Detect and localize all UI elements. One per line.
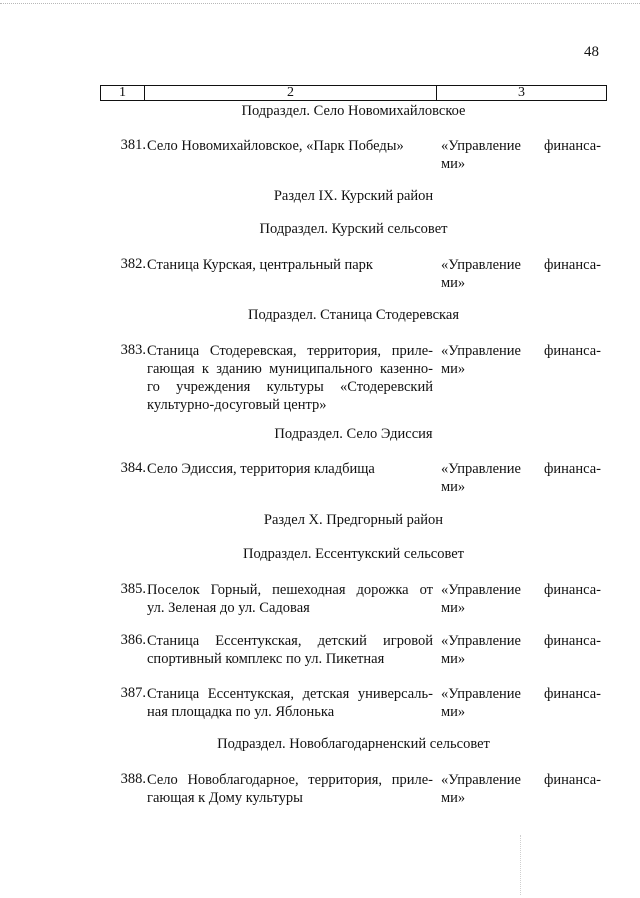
row-description [147,256,433,274]
row-number: 385. [120,581,146,597]
row-number: 386. [120,632,146,648]
organization-line: «Управление финанса- [441,461,601,477]
column-header-1: 1 [119,85,126,100]
organization-line: ми» [441,156,466,172]
organization-line: «Управление финанса- [441,633,601,649]
description-line: Село Новомихайловское, «Парк Победы» [147,138,404,154]
subsection-heading: Подраздел. Станица Стодеревская [248,307,459,323]
table-header-row [100,85,607,101]
description-line: ул. Зеленая до ул. Садовая [147,600,310,616]
description-line: Станица Ессентукская, детская универсаль- [147,686,433,702]
row-number: 383. [120,342,146,358]
row-number: 382. [120,256,146,272]
row-organization [441,342,601,378]
description-line: Село Эдиссия, территория кладбища [147,461,375,477]
section-heading: Раздел X. Предгорный район [263,512,444,528]
row-number: 387. [120,685,146,701]
organization-line: ми» [441,479,466,495]
row-number: 381. [120,137,146,153]
section-heading: Раздел IX. Курский район [273,188,434,204]
row-description [147,342,433,414]
row-organization [441,632,601,668]
row-organization [441,771,601,807]
organization-line: «Управление финанса- [441,686,601,702]
description-line: гающая к Дому культуры [147,790,303,806]
row-description [147,460,433,478]
row-organization [441,685,601,721]
description-line: Станица Курская, центральный парк [147,257,373,273]
organization-line: ми» [441,704,466,720]
subsection-heading: Подраздел. Село Эдиссия [274,426,433,442]
row-number: 388. [120,771,146,787]
description-line: гающая к зданию муниципального казенно- [147,361,433,377]
organization-line: ми» [441,361,466,377]
row-description [147,632,433,668]
row-organization [441,256,601,292]
row-organization [441,137,601,173]
row-description [147,137,433,155]
description-line: го учреждения культуры «Стодеревский [147,379,433,395]
scan-margin-mark [520,835,522,895]
organization-line: «Управление финанса- [441,343,601,359]
subsection-heading: Подраздел. Курский сельсовет [259,221,448,237]
column-header-2: 2 [144,86,436,100]
description-line: спортивный комплекс по ул. Пикетная [147,651,385,667]
organization-line: «Управление финанса- [441,138,601,154]
page-number: 48 [584,44,599,60]
organization-line: ми» [441,275,466,291]
description-line: Станица Стодеревская, территория, приле- [147,343,433,359]
row-number: 384. [120,460,146,476]
description-line: Станица Ессентукская, детский игровой [147,633,433,649]
description-line: ная площадка по ул. Яблонька [147,704,335,720]
organization-line: ми» [441,600,466,616]
organization-line: «Управление финанса- [441,257,601,273]
row-description [147,581,433,617]
description-line: Поселок Горный, пешеходная дорожка от [147,582,433,598]
row-description [147,685,433,721]
organization-line: ми» [441,651,466,667]
description-line: Село Новоблагодарное, территория, приле- [147,772,433,788]
organization-line: ми» [441,790,466,806]
organization-line: «Управление финанса- [441,582,601,598]
row-description [147,771,433,807]
row-organization [441,460,601,496]
description-line: культурно-досуговый центр» [147,397,327,413]
column-header-3: 3 [436,86,606,100]
subsection-heading: Подраздел. Новоблагодарненский сельсовет [217,736,490,752]
organization-line: «Управление финанса- [441,772,601,788]
scan-edge-line [0,3,640,4]
row-organization [441,581,601,617]
subsection-heading: Подраздел. Село Новомихайловское [241,103,466,119]
subsection-heading: Подраздел. Ессентукский сельсовет [242,546,465,562]
